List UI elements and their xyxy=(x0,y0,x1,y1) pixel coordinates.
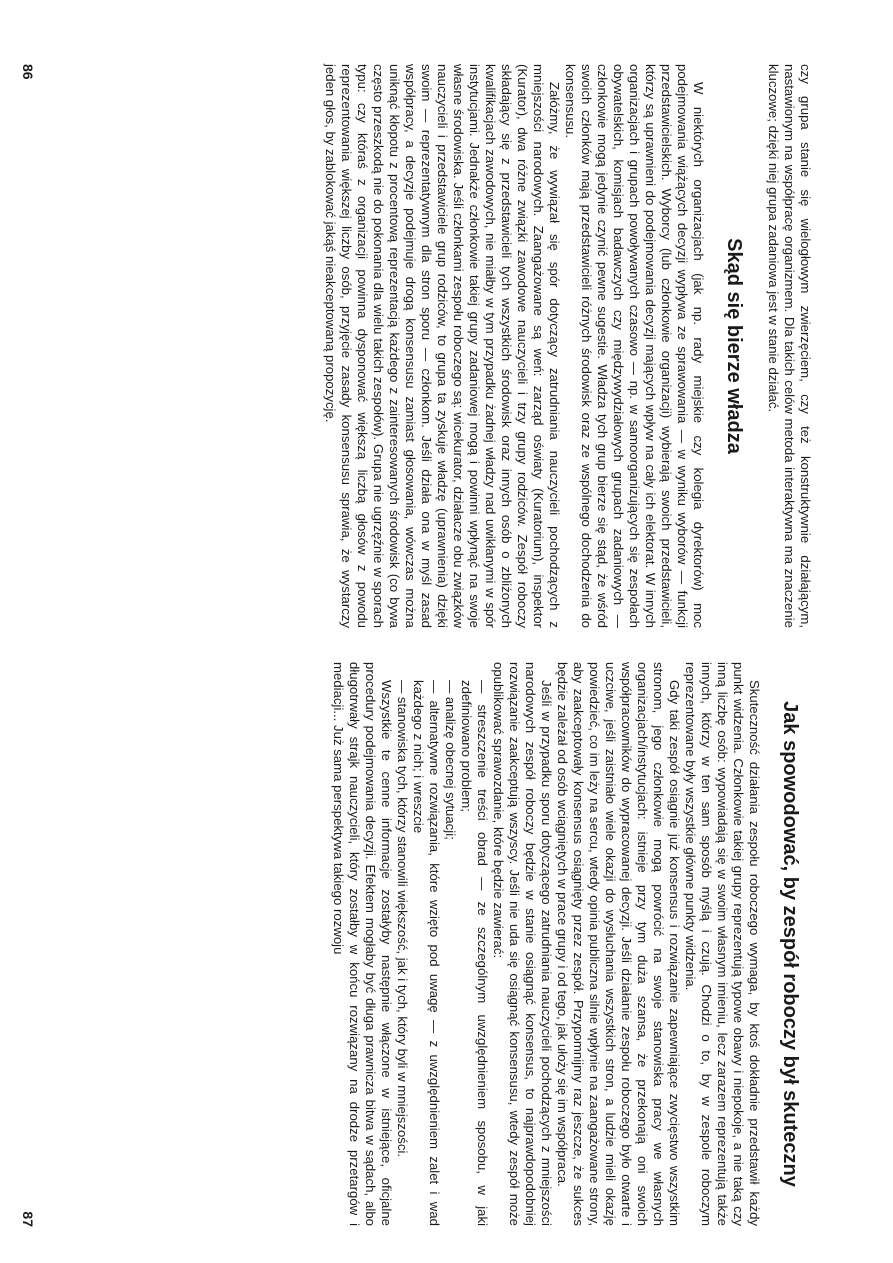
section-heading-effective-team: Jak spowodować, by zespół roboczy był skuteczny xyxy=(779,701,801,1187)
list-item: — alternatywne rozwiązania, które wzięto pod uwagę — z uwzględnieniem zalet i wad każdego z nich; i wreszcie xyxy=(411,680,442,1226)
right-text-column xyxy=(330,662,809,1226)
body-paragraph: Wszystkie te cenne informacje zostałyby następnie włączone w istniejące, oficjalne procedury podejmowania decyzji. Efektem mogłaby być długa prawnicza bitwa w sądach, albo długotrwały strajk nauczycieli, który zostałby w końcu rozwiązany na drodze przetargów i mediacji... Już sama perspektywa takiego rozwoju xyxy=(331,662,394,1226)
list-item: — streszczenie treści obrad — ze szczególnym uwzględnieniem sposobu, w jaki zdefiniowano problem; xyxy=(459,680,490,1226)
right-page xyxy=(0,632,893,1263)
page-number: 87 xyxy=(20,1211,36,1227)
body-paragraph: Jeśli w przypadku sporu dotyczącego zatrudniania nauczycieli pochodzących z mniejszości narodowych zespół roboczy będzie w stanie osiągnąć konsensus, to najprawdopodobniej rozwiązanie zaakceptują wszyscy. Jeśli nie uda się osiągnąć konsensusu, wtedy zespół może opublikować sprawozdanie, które będzie zawierać: xyxy=(491,662,554,1226)
list-item: — stanowiska tych, którzy stanowili większość, jak i tych, który byli w mniejszości. xyxy=(395,680,410,1158)
list-item: — analizę obecnej sytuacji; xyxy=(443,680,458,840)
page-number: 86 xyxy=(20,64,36,80)
left-text-column xyxy=(322,64,813,628)
body-paragraph: W niektórych organizacjach (jak np. rady miejskie czy kolegia dyrektorów) moc podejmowania wiążących decyzji wypływa ze sprawowania — w wyniku wyborów — funkcji przedstawicielskich. Wyborcy (lub członkowie organizacji) wybierają swoich przedstawicieli, którzy są uprawnieni do podejmowania decyzji mających wpływ na cały ich elektorat. W innych organizacjach i grupach powoływanych czasowo — np. w samoorganizujących się zespołach obywatelskich, komisjach badawczych czy międzywydziałowych grupach zadaniowych — członkowie mogą jedynie czynić pewne sugestie. Władza tych grup bierze się stąd, że wśród swoich członków mają przedstawicieli różnych środowisk oraz ze wspólnego dochodzenia do konsensusu. xyxy=(563,64,706,628)
intro-paragraph: czy grupa stanie się wielogłowym zwierzęciem, czy też konstruktywnie działającym, nastawionym na współpracę organizmem. Dla takich celów metoda interaktywna ma znaczenie kluczowe; dzięki niej grupa zadaniowa jest w stanie działać. xyxy=(766,64,813,628)
section-heading-power: Skąd się bierze władza xyxy=(723,238,745,454)
body-paragraph: Gdy taki zespół osiągnie już konsensus i rozwiązanie zapewniające zwycięstwo wszystkim stronom, jego członkowie mogą powrócić na swoje stanowiska pracy we własnych organizacjach/instytucjach: istnieje przy tym duża szansa, że przekonają oni swoich współpracowników do wypracowanej decyzji. Jeśli działanie zespołu roboczego było otwarte i uczciwe, jeśli zaistniało wiele okazji do wysłuchania wszystkich stron, a ludzie mieli okazję powiedzieć, co im leży na sercu, wtedy opinia publiczna silnie wpłynie na zaangażowane strony, aby zaakceptowały konsensus osiągnięty przez zespół. Przypomnijmy raz jeszcze, że sukces będzie zależał od osób wciągniętych w prace grupy i od tego, jak ułoży się im współpraca. xyxy=(555,662,682,1226)
left-page xyxy=(0,0,893,631)
body-paragraph: Skuteczność działania zespołu roboczego wymaga, by ktoś dokładnie przedstawił każdy punkt widzenia. Członkowie takiej grupy reprezentują typowe obawy i niepokoje, a nie taką czy inną liczbę osób: wypowiadają się w swoim własnym imieniu, lecz zarazem reprezentują także innych, którzy w ten sam sposób myślą i czują. Chodzi o to, by w zespole roboczym reprezentowane były wszystkie główne punkty widzenia. xyxy=(683,662,762,1226)
report-contents-list xyxy=(394,662,490,1226)
body-paragraph: Załóżmy, że wywiązał się spór dotyczący zatrudniania nauczycieli pochodzących z mniejszości narodowych. Zaangażowane są weń: zarząd oświaty (Kuratorium), inspektor (Kurator), dwa różne związki zawodowe nauczycieli i trzy grupy rodziców. Zespół roboczy składający się z przedstawicieli tych wszystkich środowisk oraz innych osób o zbliżonych kwalifikacjach zawodowych, nie miałby w tym przypadku żadnej władzy nad uwikłanymi w spór instytucjami. Jednakże członkowie takiej grupy zadaniowej mogą i powinni wpłynąć na swoje własne środowiska. Jeśli członkami zespołu roboczego są: wicekurator, działacze obu związków nauczycieli i przedstawiciele grup rodziców, to grupa ta zyskuje władzę (uprawnienia) dzięki swoim — reprezentatywnym dla stron sporu — członkom. Jeśli działa ona w myśl zasad współpracy, a decyzje podejmuje drogą konsensusu zamiast głosowania, wówczas można uniknąć kłopotu z procentową reprezentacją każdego z zainteresowanych środowisk (co bywa często przeszkodą nie do pokonania dla wielu takich zespołów). Grupa nie ugrzęźnie w sporach typu: czy któraś z organizacji powinna dysponować większą liczbą głosów z powodu reprezentowania większej liczby osób, przyjęcie zasady konsensusu sprawia, że wystarczy jeden głos, by zablokować jakąś nieakceptowaną propozycję. xyxy=(323,64,562,628)
